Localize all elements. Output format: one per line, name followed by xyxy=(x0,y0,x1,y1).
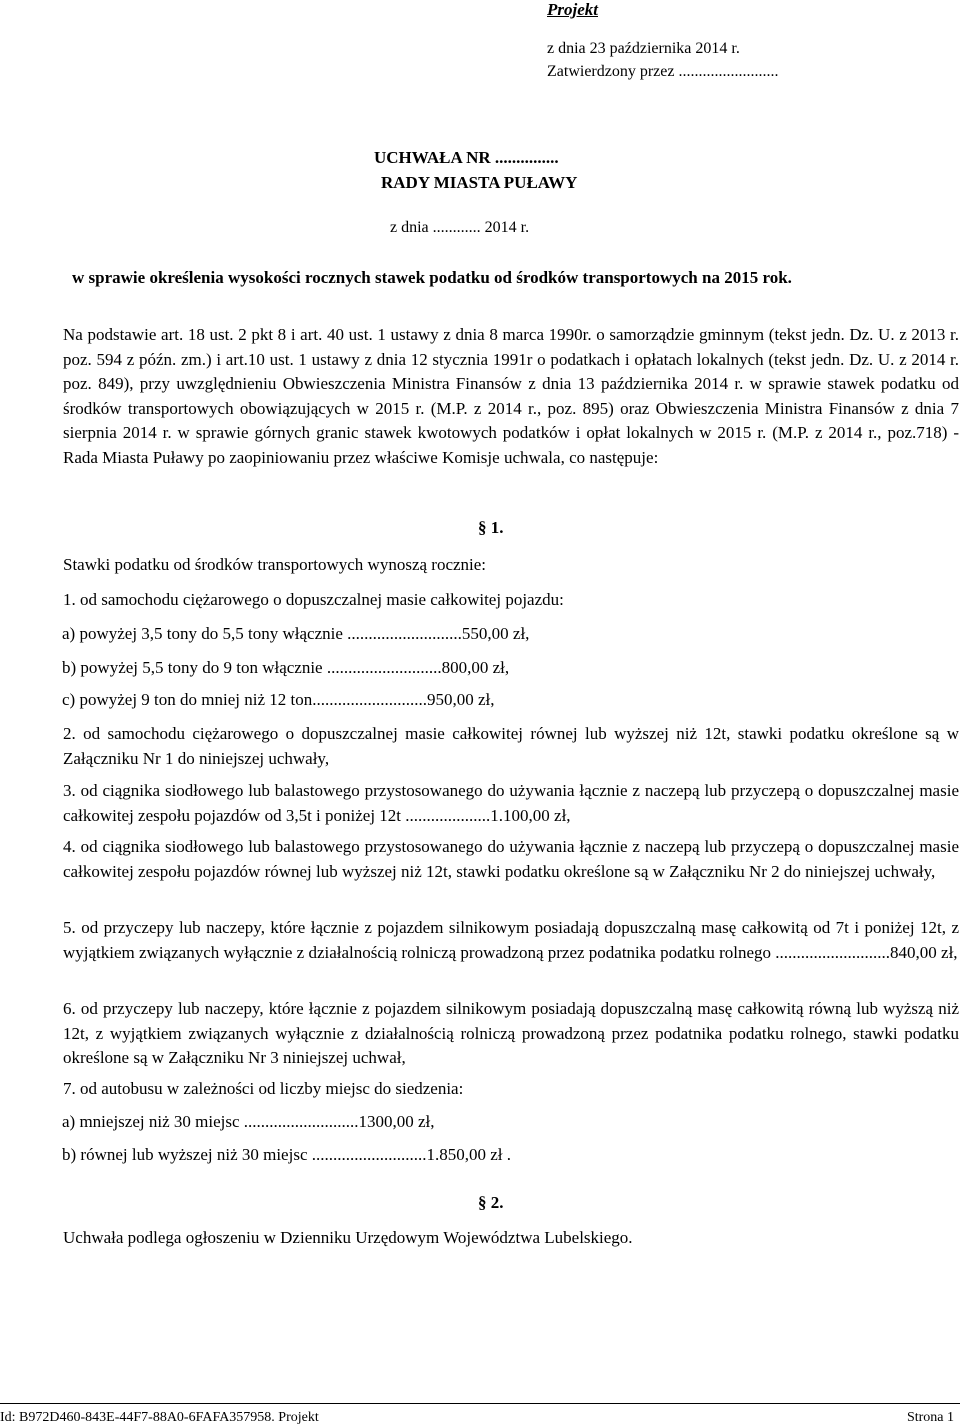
item-1c: c) powyżej 9 ton do mniej niż 12 ton...........................950,00 zł, xyxy=(62,690,495,709)
section-1-intro: Stawki podatku od środków transportowych wynoszą rocznie: xyxy=(63,555,487,574)
council-name: RADY MIASTA PUŁAWY xyxy=(381,173,578,192)
section-2-heading: § 2. xyxy=(478,1193,504,1212)
item-4: 4. od ciągnika siodłowego lub balastowego przystosowanego do używania łącznie z naczepą lub przyczepą o dopuszczalnej masie całkowitej zespołu pojazdów równej lub wyższej niż 12t, stawki podatku określone są w Załączniku Nr 2 do niniejszej uchwały, xyxy=(63,837,959,881)
footer-page-number: Strona 1 xyxy=(906,1410,954,1425)
item-7: 7. od autobusu w zależności od liczby miejsc do siedzenia: xyxy=(63,1079,464,1098)
header-approved: Zatwierdzony przez ......................... xyxy=(547,63,779,80)
item-2: 2. od samochodu ciężarowego o dopuszczalnej masie całkowitej równej lub wyższej niż 12t, stawki podatku określone są w Załączniku Nr 1 do niniejszej uchwały, xyxy=(63,724,959,768)
item-1b: b) powyżej 5,5 tony do 9 ton włącznie ...........................800,00 zł, xyxy=(62,658,510,677)
section-1-heading: § 1. xyxy=(478,518,504,537)
resolution-date: z dnia ............ 2014 r. xyxy=(390,219,530,236)
project-mark: Projekt xyxy=(547,0,598,19)
item-7b: b) równej lub wyższej niż 30 miejsc ...........................1.850,00 zł . xyxy=(62,1145,512,1164)
footer-id: Id: B972D460-843E-44F7-88A0-6FAFA357958. Projekt xyxy=(0,1410,319,1425)
footer-divider xyxy=(0,1403,960,1404)
item-6: 6. od przyczepy lub naczepy, które łącznie z pojazdem silnikowym posiadają dopuszczalną masę całkowitą równą lub wyższą niż 12t, z wyjątkiem związanych wyłącznie z działalnością rolniczą prowadzoną przez podatnika podatku rolnego, stawki podatku określone są w Załączniku Nr 3 niniejszej uchwał, xyxy=(63,999,959,1068)
item-5: 5. od przyczepy lub naczepy, które łącznie z pojazdem silnikowym posiadają dopuszczalną masę całkowitą od 7t i poniżej 12t, z wyjątkiem związanych wyłącznie z działalnością rolniczą prowadzoną przez podatnika podatku rolnego ...........................840,00 zł, xyxy=(63,918,959,962)
item-3: 3. od ciągnika siodłowego lub balastowego przystosowanego do używania łącznie z naczepą lub przyczepą o dopuszczalnej masie całkowitej zespołu pojazdów od 3,5t i poniżej 12t ....................1.100,00 zł, xyxy=(63,781,959,825)
item-1a: a) powyżej 3,5 tony do 5,5 tony włącznie ...........................550,00 zł, xyxy=(62,624,530,643)
resolution-number: UCHWAŁA NR ............... xyxy=(374,148,559,167)
header-date: z dnia 23 października 2014 r. xyxy=(547,40,740,57)
resolution-subject: w sprawie określenia wysokości rocznych stawek podatku od środków transportowych na 2015 rok. xyxy=(72,268,792,287)
preamble: Na podstawie art. 18 ust. 2 pkt 8 i art. 40 ust. 1 ustawy z dnia 8 marca 1990r. o samorządzie gminnym (tekst jedn. Dz. U. z 2013 r. poz. 594 z późn. zm.) i art.10 ust. 1 ustawy z dnia 12 stycznia 1991r o podatkach i opłatach lokalnych (tekst jedn. Dz. U. z 2014 r. poz. 849), przy uwzględnieniu Obwieszczenia Ministra Finansów z dnia 13 października 2014 r. w sprawie stawek podatku od środków transportowych obowiązujących w 2015 r. (M.P. z 2014 r., poz. 895) oraz Obwieszczenia Ministra Finansów z dnia 7 sierpnia 2014 r. w sprawie górnych granic stawek kwotowych podatków i opłat lokalnych w 2015 r. (M.P. z 2014 r., poz.718) - Rada Miasta Puławy po zaopiniowaniu przez właściwe Komisje uchwala, co następuje: xyxy=(63,325,959,467)
item-7a: a) mniejszej niż 30 miejsc ...........................1300,00 zł, xyxy=(62,1112,435,1131)
section-2-text: Uchwała podlega ogłoszeniu w Dzienniku Urzędowym Województwa Lubelskiego. xyxy=(63,1228,633,1247)
item-1: 1. od samochodu ciężarowego o dopuszczalnej masie całkowitej pojazdu: xyxy=(63,590,564,609)
